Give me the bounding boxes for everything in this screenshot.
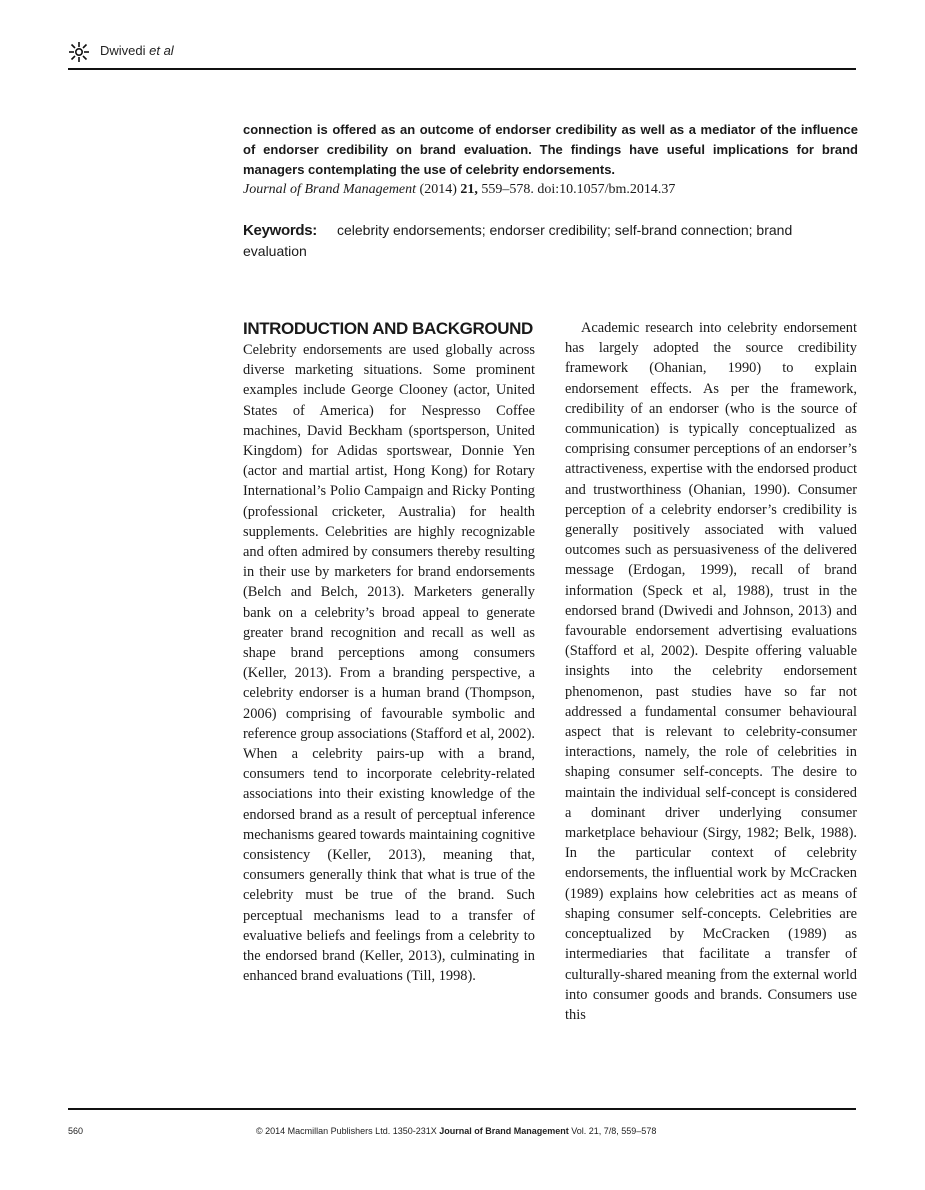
author-name: Dwivedi et al: [100, 43, 174, 58]
citation-journal: Journal of Brand Management: [243, 182, 417, 197]
keywords-label: Keywords:: [243, 222, 317, 239]
publisher-logo-icon: [68, 41, 90, 63]
running-header: [68, 38, 856, 70]
right-column-text: Academic research into celebrity endorsement has largely adopted the source credibility framework (Ohanian, 1990) to explain endorsement effects. As per the framework, credibility of an endorser (who is the source of communication) is typically conceptualized as comprising consumer perceptions of an endorser’s attractiveness, expertise with the endorsed product and trustworthiness (Ohanian, 1990). Consumer perception of a celebrity endorser’s credibility is generally positively associated with valued outcomes such as persuasiveness of the delivered message (Erdogan, 1999), recall of brand information (Speck et al, 1988), trust in the endorsed brand (Dwivedi and Johnson, 2013) and favourable endorsement advertising evaluations (Stafford et al, 2002). Despite offering valuable insights into the celebrity endorsement phenomenon, past studies have so far not addressed a fundamental consumer behavioural aspect that is relevant to celebrity-consumer interactions, namely, the role of celebrities in shaping consumer self-concepts. The desire to maintain the individual self-concept is considered a dominant driver underlying consumer marketplace behaviour (Sirgy, 1982; Belk, 1988). In the particular context of celebrity endorsements, the influential work by McCracken (1989) explains how celebrities act as means of shaping consumer self-concepts. Celebrities are conceptualized by McCracken (1989) as intermediaries that facilitate a transfer of culturally-shared meaning from the external world into consumer goods and brands. Consumers use this: [565, 320, 857, 1023]
left-column: [243, 318, 535, 987]
footer-rule: [68, 1108, 856, 1110]
abstract-text: connection is offered as an outcome of endorser credibility as well as a mediator of the influence of endorser credibility on brand evaluation. The findings have useful implications for brand managers contemplating the use of celebrity endorsements.: [243, 122, 858, 177]
citation: Journal of Brand Management (2014) 21, 559–578. doi:10.1057/bm.2014.37: [243, 182, 676, 197]
left-column-text: Celebrity endorsements are used globally across diverse marketing situations. Some prominent examples include George Clooney (actor, United States of America) for Nespresso Coffee machines, David Beckham (sportsperson, United Kingdom) for Adidas sportswear, Donnie Yen (actor and martial artist, Hong Kong) for Rotary International’s Polio Campaign and Ricky Ponting (professional cricketer, Australia) for health supplements. Celebrities are highly recognizable and often admired by consumers thereby resulting in their use by marketers for brand endorsements (Belch and Belch, 2013). Marketers generally bank on a celebrity’s broad appeal to generate greater brand recognition and recall as well as shape brand perceptions among consumers (Keller, 2013). From a branding perspective, a celebrity endorser is a human brand (Thompson, 2006) comprising of favourable symbolic and reference group associations (Stafford et al, 2002). When a celebrity pairs-up with a brand, consumers tend to incorporate celebrity-related associations into their existing knowledge of the endorsed brand as a result of perceptual inference mechanisms geared towards maintaining cognitive consistency (Keller, 2013), meaning that, consumers generally think that what is true of the celebrity must be true of the brand. Such perceptual mechanisms lead to a transfer of evaluative beliefs and feelings from a celebrity to the endorsed brand (Keller, 2013), culminating in enhanced brand evaluations (Till, 1998).: [243, 342, 535, 985]
keywords-text: celebrity endorsements; endorser credibility; self-brand connection; brand evaluation: [243, 222, 793, 259]
footer-info: © 2014 Macmillan Publishers Ltd. 1350-231X Journal of Brand Management Vol. 21, 7/8, 559–578: [256, 1126, 657, 1136]
header-rule: [68, 68, 856, 70]
page-number: 560: [68, 1126, 84, 1136]
citation-volume: 21,: [460, 182, 478, 197]
running-footer: [68, 1108, 856, 1136]
section-title: INTRODUCTION AND BACKGROUND: [243, 319, 533, 338]
keywords: [243, 220, 843, 261]
right-column: [565, 318, 857, 1025]
